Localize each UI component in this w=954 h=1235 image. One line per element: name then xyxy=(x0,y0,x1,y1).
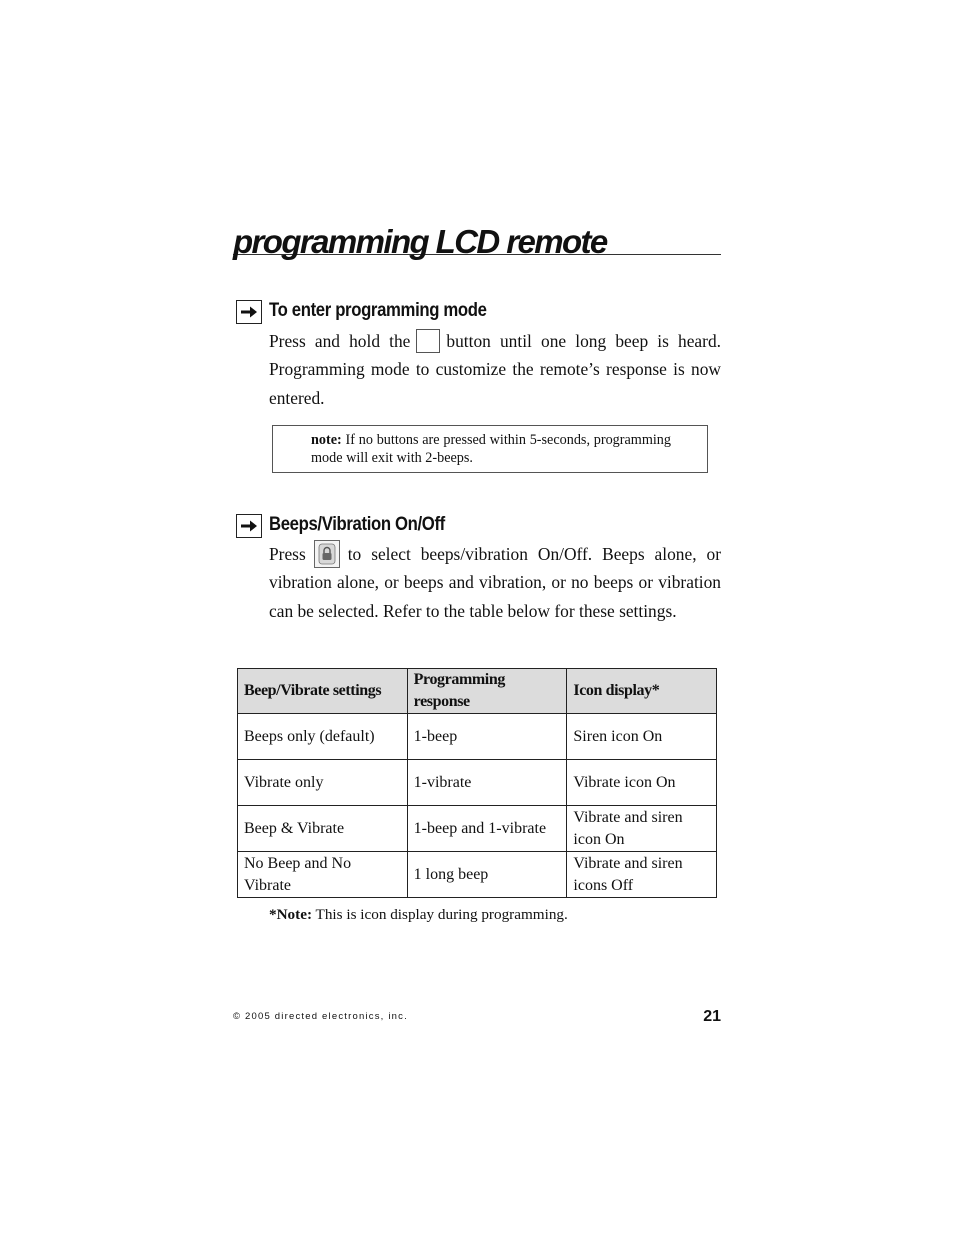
table-header-row xyxy=(238,669,717,714)
footnote-label: *Note: xyxy=(269,906,313,923)
table-cell: Beep & Vibrate xyxy=(238,806,408,852)
programming-mode-paragraph xyxy=(269,327,721,412)
section-heading-beeps-vibration: Beeps/Vibration On/Off xyxy=(269,514,445,535)
section-heading-programming-mode: To enter programming mode xyxy=(269,300,487,321)
paragraph-text: to select beeps/vibration On/Off. Beeps alone, or vibration alone, or beeps and vibration, or no beeps or vibration can be selected. Refer to the table below for these settings. xyxy=(269,544,721,621)
beeps-vibration-paragraph xyxy=(269,540,721,625)
note-box xyxy=(272,425,708,473)
table-row xyxy=(238,806,717,852)
table-cell: Vibrate icon On xyxy=(567,760,717,806)
table-footnote xyxy=(269,904,568,926)
blank-button-icon xyxy=(416,329,440,353)
column-header: Icon display* xyxy=(567,669,717,714)
column-header: Beep/Vibrate settings xyxy=(238,669,408,714)
table-cell: Vibrate only xyxy=(238,760,408,806)
settings-table xyxy=(237,668,717,898)
table-cell: Siren icon On xyxy=(567,714,717,760)
table-cell: 1-vibrate xyxy=(407,760,567,806)
table-row xyxy=(238,760,717,806)
table-row xyxy=(238,714,717,760)
table-cell: 1 long beep xyxy=(407,852,567,898)
lock-icon xyxy=(314,540,340,568)
table-row xyxy=(238,852,717,898)
table-cell: Vibrate and siren icons Off xyxy=(567,852,717,898)
table-cell: Vibrate and siren icon On xyxy=(567,806,717,852)
table-cell: 1-beep xyxy=(407,714,567,760)
column-header: Programming response xyxy=(407,669,567,714)
paragraph-text: button until one long beep is heard. Programming mode to customize the remote’s response is now entered. xyxy=(269,331,721,408)
right-arrow-icon xyxy=(236,300,262,324)
paragraph-text: Press xyxy=(269,544,306,564)
paragraph-text: Press and hold the xyxy=(269,331,411,351)
copyright: © 2005 directed electronics, inc. xyxy=(233,1011,408,1022)
note-body: If no buttons are pressed within 5-seconds, programming mode will exit with 2-beeps. xyxy=(311,432,671,466)
table-cell: 1-beep and 1-vibrate xyxy=(407,806,567,852)
right-arrow-icon xyxy=(236,514,262,538)
footnote-text: This is icon display during programming. xyxy=(315,906,568,923)
note-label: note: xyxy=(311,432,342,448)
table-cell: Beeps only (default) xyxy=(238,714,408,760)
note-text xyxy=(311,431,671,467)
page-number: 21 xyxy=(703,1008,721,1025)
table-cell: No Beep and No Vibrate xyxy=(238,852,408,898)
page-title: programming LCD remote xyxy=(233,222,721,255)
